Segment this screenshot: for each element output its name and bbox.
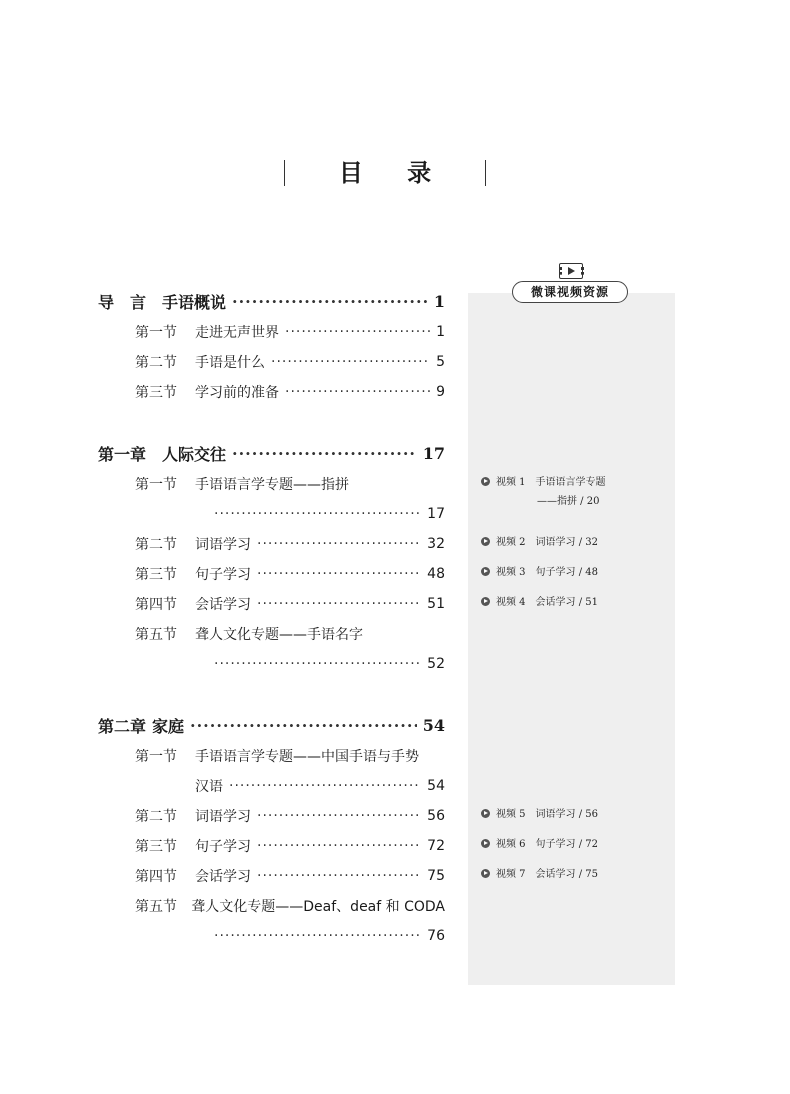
toc-page: 72	[427, 838, 445, 854]
toc-section[interactable]	[135, 563, 445, 585]
video-text: 会话学习 / 75	[535, 869, 598, 880]
toc-section[interactable]	[135, 623, 445, 645]
toc-page: 75	[427, 868, 445, 884]
toc-page: 56	[427, 808, 445, 824]
toc-section-label: 第一节	[135, 477, 177, 493]
toc-chapter-label: 第一章	[98, 444, 147, 464]
toc-section-title: 手语语言学专题——指拼	[195, 477, 349, 493]
title-right-bar	[485, 160, 486, 186]
toc-section-label: 第五节	[135, 627, 177, 643]
toc-section[interactable]	[135, 533, 445, 555]
toc-leader	[232, 292, 428, 311]
toc-page: 76	[427, 928, 445, 944]
toc-section-continuation[interactable]	[208, 503, 445, 525]
video-item[interactable]	[481, 566, 598, 580]
toc-page: 9	[436, 384, 445, 400]
play-circle-icon	[481, 537, 490, 546]
toc-section-label: 第五节	[135, 899, 177, 915]
video-item[interactable]	[481, 808, 598, 822]
toc-section-title: 词语学习	[195, 537, 251, 553]
toc-chapter-title: 人际交往	[162, 444, 227, 464]
toc-page: 52	[427, 656, 445, 672]
video-label: 视频 7	[496, 869, 526, 880]
toc-leader	[214, 656, 421, 672]
toc-page: 17	[427, 506, 445, 522]
toc-section[interactable]	[135, 835, 445, 857]
toc-section-label: 第一节	[135, 749, 177, 765]
toc-section[interactable]	[135, 895, 445, 917]
toc-page: 1	[433, 291, 445, 311]
toc-leader	[232, 444, 417, 463]
toc-section-title: 手语语言学专题——中国手语与手势	[195, 749, 419, 765]
toc-leader	[257, 536, 421, 552]
video-text: 句子学习 / 72	[535, 839, 598, 850]
toc-chapter-title: 手语概说	[162, 292, 227, 312]
toc-section-title: 聋人文化专题——手语名字	[195, 627, 363, 643]
play-circle-icon	[481, 809, 490, 818]
page-title: 目 录	[338, 158, 450, 187]
video-item-continuation	[537, 495, 599, 509]
toc-leader	[257, 596, 421, 612]
toc-leader	[285, 324, 430, 340]
play-circle-icon	[481, 839, 490, 848]
toc-section-label: 第三节	[135, 839, 177, 855]
toc-section[interactable]	[135, 865, 445, 887]
toc-leader	[190, 716, 417, 735]
play-circle-icon	[481, 869, 490, 878]
toc-section-title: 会话学习	[195, 869, 251, 885]
toc-chapter-1[interactable]	[98, 442, 445, 464]
toc-page: 17	[422, 443, 445, 463]
toc-section-title: 句子学习	[195, 567, 251, 583]
toc-section-title: 手语是什么	[195, 355, 265, 371]
toc-section-label: 第三节	[135, 567, 177, 583]
video-label: 视频 1	[496, 477, 526, 488]
toc-section-title: 词语学习	[195, 809, 251, 825]
toc-page: 32	[427, 536, 445, 552]
play-circle-icon	[481, 567, 490, 576]
toc-section-title: 走进无声世界	[195, 325, 279, 341]
video-label: 视频 6	[496, 839, 526, 850]
toc-section-title: 句子学习	[195, 839, 251, 855]
video-text: 会话学习 / 51	[535, 597, 598, 608]
toc-section-label: 第三节	[135, 385, 177, 401]
toc-chapter-title: 家庭	[152, 716, 185, 736]
toc-leader	[257, 566, 421, 582]
toc-section-title: 会话学习	[195, 597, 251, 613]
toc-section[interactable]	[135, 805, 445, 827]
toc-section-label: 第四节	[135, 597, 177, 613]
toc-section-label: 第二节	[135, 355, 177, 371]
toc-chapter-2[interactable]	[98, 714, 445, 736]
toc-chapter-intro[interactable]	[98, 290, 445, 312]
toc-page: 48	[427, 566, 445, 582]
video-label: 视频 2	[496, 537, 526, 548]
toc-leader	[285, 384, 430, 400]
video-resource-badge: 微课视频资源	[512, 281, 628, 303]
video-text: 词语学习 / 32	[535, 537, 598, 548]
toc-section-title: 聋人文化专题——Deaf、deaf 和 CODA	[191, 899, 445, 915]
play-circle-icon	[481, 597, 490, 606]
toc-leader	[257, 838, 421, 854]
video-text-continued: ——指拼 / 20	[537, 496, 600, 507]
video-text: 词语学习 / 56	[535, 809, 598, 820]
toc-section-title-continued: 汉语	[195, 779, 223, 795]
toc-leader	[214, 506, 421, 522]
play-circle-icon	[481, 477, 490, 486]
toc-page: 51	[427, 596, 445, 612]
title-block	[284, 158, 486, 188]
toc-section[interactable]	[135, 381, 445, 403]
toc-leader	[271, 354, 430, 370]
video-label: 视频 3	[496, 567, 526, 578]
toc-leader	[229, 778, 421, 794]
toc-section[interactable]	[135, 473, 445, 495]
toc-section-title: 学习前的准备	[195, 385, 279, 401]
toc-section-continuation[interactable]	[195, 775, 445, 797]
toc-page: 5	[436, 354, 445, 370]
video-play-icon	[559, 263, 583, 279]
video-item[interactable]	[481, 596, 598, 610]
toc-chapter-label: 第二章	[98, 716, 147, 736]
toc-section-label: 第二节	[135, 537, 177, 553]
toc-leader	[257, 808, 421, 824]
video-label: 视频 4	[496, 597, 526, 608]
video-label: 视频 5	[496, 809, 526, 820]
toc-leader	[257, 868, 421, 884]
toc-section[interactable]	[135, 593, 445, 615]
toc-page: 54	[422, 715, 445, 735]
toc-chapter-label: 导 言	[98, 292, 147, 312]
toc-page: 1	[436, 324, 445, 340]
video-item[interactable]	[481, 868, 598, 882]
toc-leader	[214, 928, 421, 944]
toc-section-label: 第二节	[135, 809, 177, 825]
toc-section-continuation[interactable]	[208, 925, 445, 947]
video-item[interactable]	[481, 476, 606, 490]
toc-section[interactable]	[135, 351, 445, 373]
video-text: 手语语言学专题	[535, 477, 606, 488]
video-item[interactable]	[481, 536, 598, 550]
toc-section-label: 第一节	[135, 325, 177, 341]
toc-section-label: 第四节	[135, 869, 177, 885]
video-text: 句子学习 / 48	[535, 567, 598, 578]
toc-section-continuation[interactable]	[208, 653, 445, 675]
toc-section[interactable]	[135, 745, 445, 767]
video-item[interactable]	[481, 838, 598, 852]
toc-section[interactable]	[135, 321, 445, 343]
toc-page: 54	[427, 778, 445, 794]
